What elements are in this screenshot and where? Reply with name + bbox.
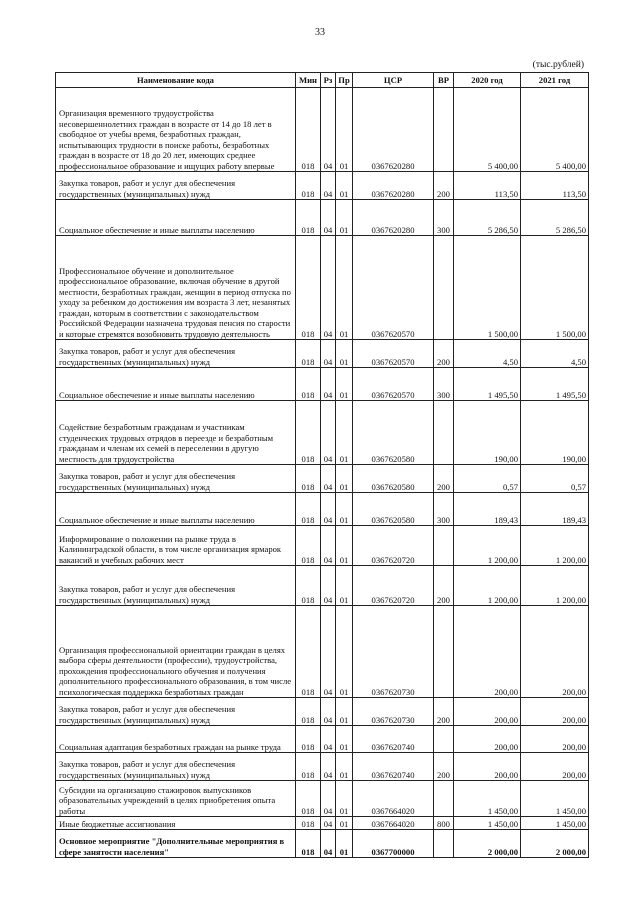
cell-pr: 01 [336,698,353,726]
cell-csr: 0367700000 [353,830,434,858]
cell-vr [434,526,454,566]
cell-csr: 0367620570 [353,236,434,340]
cell-pr: 01 [336,566,353,606]
cell-vr: 200 [434,566,454,606]
table-row [56,172,589,200]
cell-pr: 01 [336,726,353,753]
cell-name: Основное мероприятие "Дополнительные мероприятия в сфере занятости населения" [56,830,296,858]
cell-vr [434,726,454,753]
cell-y2021: 1 450,00 [521,817,589,830]
col-2020: 2020 год [454,73,521,88]
cell-min: 018 [296,88,321,172]
cell-rz: 04 [321,566,336,606]
cell-csr: 0367620280 [353,200,434,236]
cell-name: Закупка товаров, работ и услуг для обеспечения государственных (муниципальных) нужд [56,698,296,726]
cell-vr [434,781,454,817]
cell-vr [434,606,454,698]
col-csr: ЦСР [353,73,434,88]
cell-y2020: 1 200,00 [454,566,521,606]
cell-name: Организация профессиональной ориентации граждан в целях выбора сферы деятельности (профессии), трудоустройства, прохождения профессионального обучения и получения дополнительного профессионального образования, в том числе психологическая поддержка безработных граждан [56,606,296,698]
cell-csr: 0367620280 [353,172,434,200]
cell-rz: 04 [321,236,336,340]
cell-csr: 0367664020 [353,817,434,830]
cell-y2020: 0,57 [454,465,521,493]
cell-pr: 01 [336,465,353,493]
cell-y2020: 2 000,00 [454,830,521,858]
cell-vr [434,830,454,858]
cell-vr: 200 [434,340,454,368]
cell-name: Закупка товаров, работ и услуг для обеспечения государственных (муниципальных) нужд [56,465,296,493]
col-pr: Пр [336,73,353,88]
table-row [56,606,589,698]
cell-rz: 04 [321,606,336,698]
cell-min: 018 [296,817,321,830]
cell-pr: 01 [336,526,353,566]
col-rz: Рз [321,73,336,88]
cell-csr: 0367620580 [353,401,434,465]
cell-pr: 01 [336,493,353,526]
cell-y2020: 1 450,00 [454,781,521,817]
cell-y2021: 200,00 [521,606,589,698]
cell-y2021: 1 200,00 [521,526,589,566]
cell-pr: 01 [336,88,353,172]
cell-y2020: 200,00 [454,698,521,726]
cell-csr: 0367620280 [353,88,434,172]
cell-csr: 0367620570 [353,340,434,368]
cell-rz: 04 [321,493,336,526]
cell-name: Социальная адаптация безработных граждан на рынке труда [56,726,296,753]
cell-min: 018 [296,236,321,340]
col-min: Мин [296,73,321,88]
cell-min: 018 [296,526,321,566]
cell-y2020: 1 495,50 [454,368,521,401]
cell-csr: 0367620580 [353,465,434,493]
cell-csr: 0367620580 [353,493,434,526]
units-label: (тыс.рублей) [532,60,584,70]
table-row [56,698,589,726]
cell-y2021: 113,50 [521,172,589,200]
cell-min: 018 [296,493,321,526]
cell-y2020: 5 286,50 [454,200,521,236]
cell-csr: 0367620730 [353,606,434,698]
cell-min: 018 [296,465,321,493]
cell-vr: 300 [434,200,454,236]
cell-min: 018 [296,172,321,200]
cell-name: Закупка товаров, работ и услуг для обеспечения государственных (муниципальных) нужд [56,172,296,200]
cell-pr: 01 [336,753,353,781]
cell-pr: 01 [336,172,353,200]
cell-y2020: 200,00 [454,753,521,781]
cell-y2020: 1 200,00 [454,526,521,566]
table-header [56,73,589,88]
cell-csr: 0367620720 [353,566,434,606]
cell-csr: 0367620740 [353,726,434,753]
page-number: 33 [315,27,325,38]
cell-name: Закупка товаров, работ и услуг для обеспечения государственных (муниципальных) нужд [56,566,296,606]
table-row [56,236,589,340]
cell-csr: 0367620570 [353,368,434,401]
cell-name: Социальное обеспечение и иные выплаты населению [56,200,296,236]
cell-pr: 01 [336,781,353,817]
cell-pr: 01 [336,368,353,401]
cell-y2021: 1 200,00 [521,566,589,606]
cell-name: Субсидии на организацию стажировок выпускников образовательных учреждений в целях приобретения опыта работы [56,781,296,817]
cell-name: Информирование о положении на рынке труда в Калининградской области, в том числе организация ярмарок вакансий и учебных рабочих мест [56,526,296,566]
cell-rz: 04 [321,88,336,172]
cell-rz: 04 [321,172,336,200]
cell-csr: 0367620720 [353,526,434,566]
table-row [56,340,589,368]
cell-name: Закупка товаров, работ и услуг для обеспечения государственных (муниципальных) нужд [56,753,296,781]
table-row [56,817,589,830]
cell-min: 018 [296,698,321,726]
cell-min: 018 [296,401,321,465]
cell-y2021: 4,50 [521,340,589,368]
cell-min: 018 [296,566,321,606]
cell-vr: 300 [434,493,454,526]
col-vr: ВР [434,73,454,88]
cell-rz: 04 [321,340,336,368]
cell-name: Содействие безработным гражданам и участникам студенческих трудовых отрядов в переезде и безработным гражданам и членам их семей в переселении в другую местность для трудоустройства [56,401,296,465]
table-row [56,566,589,606]
cell-vr: 300 [434,368,454,401]
col-name: Наименование кода [56,73,296,88]
cell-name: Социальное обеспечение и иные выплаты населению [56,493,296,526]
cell-y2021: 189,43 [521,493,589,526]
cell-min: 018 [296,830,321,858]
cell-pr: 01 [336,606,353,698]
cell-csr: 0367620730 [353,698,434,726]
cell-vr: 800 [434,817,454,830]
cell-y2020: 113,50 [454,172,521,200]
cell-vr: 200 [434,753,454,781]
table-row [56,526,589,566]
table-row [56,726,589,753]
cell-vr [434,88,454,172]
cell-y2021: 1 495,50 [521,368,589,401]
cell-rz: 04 [321,726,336,753]
cell-rz: 04 [321,401,336,465]
cell-vr: 200 [434,698,454,726]
cell-y2021: 200,00 [521,726,589,753]
table-row [56,830,589,858]
cell-min: 018 [296,726,321,753]
cell-y2020: 5 400,00 [454,88,521,172]
table-row [56,368,589,401]
cell-min: 018 [296,340,321,368]
budget-table [55,72,589,858]
cell-rz: 04 [321,200,336,236]
cell-y2020: 200,00 [454,726,521,753]
cell-y2021: 5 400,00 [521,88,589,172]
cell-pr: 01 [336,830,353,858]
cell-y2020: 4,50 [454,340,521,368]
cell-rz: 04 [321,526,336,566]
cell-y2020: 1 500,00 [454,236,521,340]
cell-csr: 0367664020 [353,781,434,817]
cell-y2020: 1 450,00 [454,817,521,830]
cell-y2020: 190,00 [454,401,521,465]
cell-vr [434,401,454,465]
cell-name: Иные бюджетные ассигнования [56,817,296,830]
cell-rz: 04 [321,817,336,830]
table-row [56,88,589,172]
cell-pr: 01 [336,200,353,236]
cell-y2021: 2 000,00 [521,830,589,858]
cell-y2020: 189,43 [454,493,521,526]
cell-y2021: 200,00 [521,698,589,726]
cell-pr: 01 [336,340,353,368]
cell-rz: 04 [321,465,336,493]
cell-rz: 04 [321,368,336,401]
cell-name: Закупка товаров, работ и услуг для обеспечения государственных (муниципальных) нужд [56,340,296,368]
table-row [56,781,589,817]
cell-vr [434,236,454,340]
table-row [56,493,589,526]
cell-min: 018 [296,753,321,781]
table-row [56,465,589,493]
cell-rz: 04 [321,781,336,817]
cell-min: 018 [296,606,321,698]
cell-min: 018 [296,200,321,236]
col-2021: 2021 год [521,73,589,88]
cell-y2021: 1 450,00 [521,781,589,817]
cell-csr: 0367620740 [353,753,434,781]
cell-vr: 200 [434,465,454,493]
cell-name: Организация временного трудоустройства несовершеннолетних граждан в возрасте от 14 до 18 лет в свободное от учебы время, безработных граждан, испытывающих трудности в поиске работы, безработных граждан в возрасте от 18 до 20 лет, имеющих среднее профессиональное образование и ищущих работу впервые [56,88,296,172]
cell-rz: 04 [321,830,336,858]
cell-pr: 01 [336,236,353,340]
cell-rz: 04 [321,698,336,726]
cell-y2021: 5 286,50 [521,200,589,236]
cell-name: Профессиональное обучение и дополнительное профессиональное образование, включая обучение в другой местности, безработных граждан, женщин в период отпуска по уходу за ребенком до достижения им возраста 3 лет, незанятых граждан, которым в соответствии с законодательством Российской Федерации назначена трудовая пенсия по старости и которые стремятся возобновить трудовую деятельность [56,236,296,340]
cell-min: 018 [296,368,321,401]
cell-vr: 200 [434,172,454,200]
cell-y2021: 190,00 [521,401,589,465]
table-row [56,753,589,781]
cell-y2021: 200,00 [521,753,589,781]
cell-y2021: 0,57 [521,465,589,493]
table-row [56,200,589,236]
cell-name: Социальное обеспечение и иные выплаты населению [56,368,296,401]
cell-pr: 01 [336,817,353,830]
table-row [56,401,589,465]
cell-rz: 04 [321,753,336,781]
cell-y2021: 1 500,00 [521,236,589,340]
cell-min: 018 [296,781,321,817]
cell-pr: 01 [336,401,353,465]
cell-y2020: 200,00 [454,606,521,698]
